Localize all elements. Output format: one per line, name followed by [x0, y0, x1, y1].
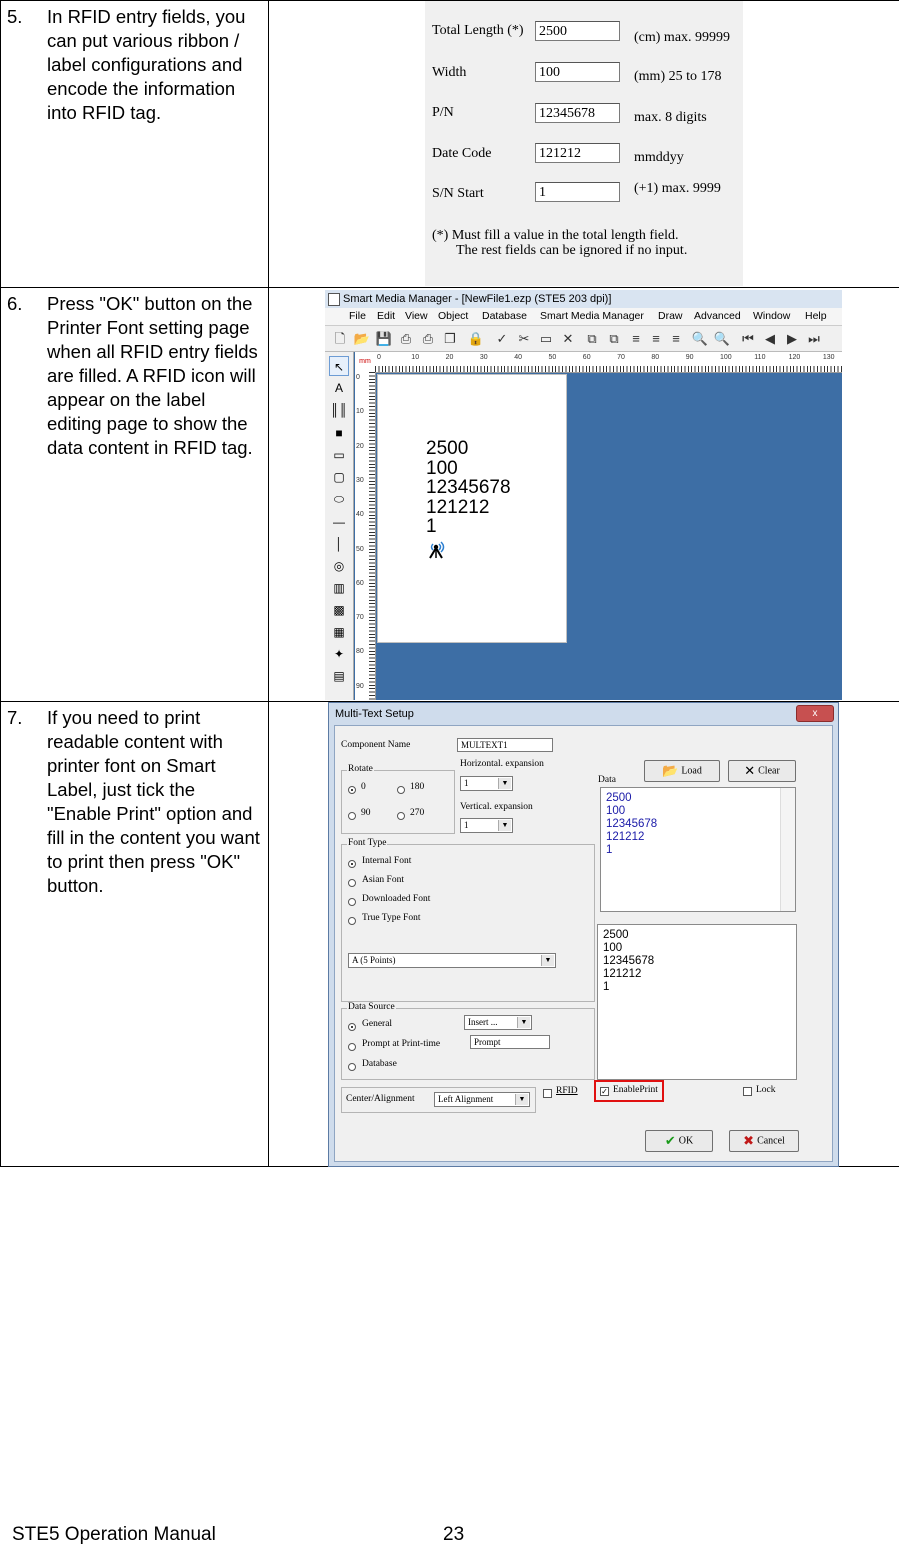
- v-expansion-value: 1: [464, 820, 469, 830]
- prompt-at-print-label: Prompt at Print-time: [362, 1039, 441, 1049]
- rounded-rect-icon[interactable]: ▢: [333, 470, 345, 484]
- prompt-at-print-radio[interactable]: [348, 1043, 356, 1051]
- internal-font-radio[interactable]: [348, 860, 356, 868]
- date-code-label: Date Code: [432, 146, 492, 161]
- cancel-label: Cancel: [757, 1135, 785, 1147]
- screenshot-cell: [269, 1, 899, 288]
- clear-label: Clear: [758, 765, 780, 777]
- h-ruler-tick-label: 40: [514, 354, 522, 361]
- v-ruler-tick-label: 40: [356, 511, 364, 519]
- preview-line: 121212: [603, 968, 642, 980]
- h-ruler-tick-label: 120: [788, 354, 801, 361]
- step-number: 5.: [7, 6, 23, 27]
- data-scrollbar[interactable]: [780, 788, 795, 911]
- dialog-body: [334, 725, 833, 1162]
- h-ruler-tick-label: 90: [685, 354, 694, 361]
- label-text-object[interactable]: [426, 439, 511, 537]
- h-expansion-label: Horizontal. expansion: [460, 759, 544, 769]
- step-text-cell: [1, 1, 269, 288]
- downloaded-font-label: Downloaded Font: [362, 894, 431, 904]
- align-left-icon[interactable]: ≡: [632, 331, 640, 346]
- h-ruler-tick-label: 0: [377, 354, 381, 361]
- rfid-label: RFID: [556, 1086, 578, 1096]
- total-length-hint: (cm) max. 99999: [634, 30, 731, 45]
- zoom-in-icon[interactable]: 🔍: [713, 331, 731, 346]
- downloaded-font-radio[interactable]: [348, 898, 356, 906]
- menu-draw[interactable]: Draw: [658, 310, 683, 322]
- data-source-legend: Data Source: [348, 1002, 395, 1012]
- required-note: (*) Must fill a value in the total length field.: [432, 228, 679, 243]
- menu-database[interactable]: Database: [482, 310, 527, 322]
- close-button[interactable]: x: [796, 705, 834, 722]
- font-type-legend: Font Type: [348, 838, 387, 848]
- menu-bar: [325, 308, 842, 326]
- qrcode-icon[interactable]: ▦: [333, 625, 345, 639]
- h-ruler-tick-label: 110: [754, 354, 766, 361]
- rotate-90-label: 90: [361, 808, 371, 818]
- toolbar: [325, 326, 842, 352]
- multi-text-setup-dialog: [328, 702, 839, 1167]
- label-line: 121212: [426, 496, 490, 518]
- preview-line: 1: [603, 981, 610, 993]
- v-expansion-label: Vertical. expansion: [460, 802, 533, 812]
- clear-button[interactable]: [728, 760, 796, 782]
- menu-window[interactable]: Window: [753, 310, 791, 322]
- h-expansion-value: 1: [464, 778, 469, 788]
- label-canvas[interactable]: [377, 374, 567, 643]
- step-number: 6.: [7, 293, 23, 314]
- chevron-down-icon: ▼: [541, 955, 554, 966]
- cancel-button[interactable]: [729, 1130, 799, 1152]
- true-type-font-label: True Type Font: [362, 913, 421, 923]
- alignment-value: Left Alignment: [438, 1094, 494, 1104]
- align-right-icon[interactable]: ≡: [672, 331, 680, 346]
- cut-icon[interactable]: ✂: [518, 331, 530, 346]
- step-6: [1, 288, 268, 460]
- image-tool-icon[interactable]: ✦: [333, 647, 345, 661]
- text-tool-icon[interactable]: A: [334, 381, 343, 395]
- menu-smart-media-manager[interactable]: Smart Media Manager: [540, 310, 644, 322]
- rectangle-icon[interactable]: ▭: [333, 448, 345, 462]
- pdf417-icon[interactable]: ▥: [333, 581, 345, 595]
- data-source-group: [341, 1002, 595, 1080]
- rotate-group: [341, 764, 455, 834]
- vertical-line-icon[interactable]: │: [335, 537, 343, 551]
- step-text: In RFID entry fields, you can put various ribbon / label configurations and encode the information into RFID tag.: [47, 6, 246, 123]
- label-line: 12345678: [426, 477, 511, 498]
- v-ruler-tick-label: 70: [356, 614, 364, 622]
- v-ruler-tick-label: 10: [356, 408, 364, 416]
- data-line: 2500: [606, 792, 632, 804]
- h-ruler-tick-label: 10: [411, 354, 420, 361]
- datamatrix-icon[interactable]: ▩: [333, 603, 345, 617]
- h-ruler-tick-label: 130: [822, 354, 835, 361]
- window-title: Smart Media Manager - [NewFile1.ezp (STE5 203 dpi)]: [343, 293, 612, 305]
- lock-label: Lock: [756, 1085, 776, 1095]
- menu-object[interactable]: Object: [438, 310, 469, 322]
- width-hint: (mm) 25 to 178: [634, 69, 722, 84]
- checkmark-icon: ✔: [664, 1133, 676, 1148]
- x-icon: ✕: [744, 763, 756, 778]
- horizontal-line-icon[interactable]: —: [333, 515, 345, 529]
- step-row-6: [1, 288, 899, 702]
- chevron-down-icon: ▼: [498, 778, 511, 789]
- new-file-icon[interactable]: 🗋: [334, 331, 346, 346]
- last-page-icon[interactable]: ⏭: [808, 331, 820, 346]
- page-number: 23: [443, 1524, 465, 1545]
- v-ruler-tick-label: 50: [356, 545, 364, 553]
- rotate-180-label: 180: [410, 782, 425, 792]
- ellipse-icon[interactable]: ⬭: [333, 492, 345, 506]
- h-ruler-tick-label: 100: [720, 354, 732, 361]
- h-ruler-tick-label: 50: [548, 354, 557, 361]
- general-label: General: [362, 1019, 393, 1029]
- width-label: Width: [432, 65, 467, 80]
- total-length-label: Total Length (*): [432, 23, 524, 38]
- print-preview-box: [597, 924, 797, 1080]
- v-ruler-tick-label: 80: [356, 648, 364, 656]
- label-line: 100: [426, 457, 458, 479]
- alignment-select[interactable]: [434, 1092, 530, 1107]
- dialog-title: Multi-Text Setup: [335, 708, 414, 720]
- width-field[interactable]: 100: [535, 62, 620, 82]
- asian-font-radio[interactable]: [348, 879, 356, 887]
- barcode-tool-icon[interactable]: ║║: [330, 403, 348, 417]
- drawing-toolbox: [325, 352, 354, 700]
- alignment-group: [341, 1087, 536, 1113]
- step-text: Press "OK" button on the Printer Font setting page when all RFID entry fields are filled. A RFID icon will appear on the label editing page to show the data content in RFID tag.: [47, 293, 258, 458]
- menu-edit[interactable]: Edit: [377, 310, 396, 322]
- font-size-select[interactable]: [348, 953, 556, 968]
- step-text: If you need to print readable content with printer font on Smart Label, just tick the "Enable Print" option and fill in the content you want to print then press "OK" button.: [47, 707, 260, 896]
- rotate-90-radio[interactable]: [348, 812, 356, 820]
- h-ruler-tick-label: 30: [479, 354, 488, 361]
- insert-value: Insert ...: [468, 1017, 498, 1027]
- asian-font-label: Asian Font: [362, 875, 404, 885]
- smart-media-manager-window: [325, 290, 842, 700]
- general-radio[interactable]: [348, 1023, 356, 1031]
- v-expansion-select[interactable]: [460, 818, 513, 833]
- h-ruler-tick-label: 20: [445, 354, 454, 361]
- undo-icon[interactable]: ✓: [496, 331, 508, 346]
- rotate-270-label: 270: [410, 808, 425, 818]
- menu-view[interactable]: View: [405, 310, 428, 322]
- rotate-0-radio[interactable]: [348, 786, 356, 794]
- v-ruler-tick-label: 20: [356, 442, 364, 450]
- v-ruler-tick-label: 0: [356, 374, 360, 381]
- menu-advanced[interactable]: Advanced: [694, 310, 741, 322]
- print-icon[interactable]: ⎙: [400, 331, 412, 346]
- pn-field[interactable]: 12345678: [535, 103, 620, 123]
- total-length-field[interactable]: 2500: [535, 21, 620, 41]
- step-7: [1, 702, 268, 898]
- x-icon: ✖: [743, 1133, 755, 1148]
- rfid-entry-panel: [425, 1, 743, 286]
- component-name-label: Component Name: [341, 740, 411, 750]
- manual-title: STE5 Operation Manual: [12, 1524, 216, 1545]
- folder-icon: 📂: [662, 763, 679, 778]
- print-preview-icon[interactable]: ⎙: [422, 331, 434, 346]
- pn-hint: max. 8 digits: [634, 110, 707, 125]
- first-page-icon[interactable]: ⏮: [742, 331, 754, 346]
- app-icon: [328, 293, 340, 306]
- align-center-icon[interactable]: ≡: [652, 331, 660, 346]
- optional-note: The rest fields can be ignored if no input.: [456, 243, 688, 258]
- rotate-270-radio[interactable]: [397, 812, 405, 820]
- screenshot-cell: [269, 702, 899, 1167]
- ruler-unit: mm: [355, 352, 376, 373]
- group-icon[interactable]: ⧉: [587, 331, 597, 346]
- data-line: 1: [606, 844, 613, 856]
- ok-button[interactable]: [645, 1130, 713, 1152]
- font-type-group: [341, 838, 595, 1002]
- enable-print-checkbox[interactable]: ✓: [601, 1087, 608, 1096]
- step-row-5: [1, 1, 899, 288]
- window-title-bar: [325, 290, 842, 308]
- alignment-label: Center/Alignment: [346, 1094, 415, 1104]
- zoom-out-icon[interactable]: 🔍: [691, 331, 709, 346]
- component-name-field[interactable]: MULTEXT1: [457, 738, 553, 752]
- pn-label: P/N: [432, 105, 454, 120]
- load-label: Load: [681, 765, 702, 777]
- sn-start-label: S/N Start: [432, 186, 484, 201]
- h-expansion-select[interactable]: [460, 776, 513, 791]
- database-label: Database: [362, 1059, 397, 1069]
- open-folder-icon[interactable]: 📂: [353, 331, 371, 346]
- v-ruler-tick-label: 60: [356, 579, 364, 587]
- preview-line: 100: [603, 942, 623, 954]
- sn-start-hint: (+1) max. 9999: [634, 181, 721, 196]
- step-text-cell: [1, 288, 269, 702]
- preview-line: 12345678: [603, 955, 655, 967]
- prev-page-icon[interactable]: ◀: [765, 331, 775, 346]
- sn-start-field[interactable]: 1: [535, 182, 620, 202]
- label-line: 2500: [426, 438, 469, 459]
- copy-icon[interactable]: ❐: [444, 331, 456, 346]
- ungroup-icon[interactable]: ⧉: [609, 331, 619, 346]
- preview-lines: [603, 929, 654, 994]
- rotate-0-label: 0: [361, 782, 366, 792]
- rfid-icon[interactable]: [426, 538, 448, 560]
- screenshot-cell: [269, 288, 899, 702]
- menu-help[interactable]: Help: [805, 310, 827, 322]
- h-ruler-tick-label: 80: [651, 354, 660, 361]
- chevron-down-icon: ▼: [517, 1017, 530, 1028]
- data-textarea[interactable]: [600, 787, 796, 912]
- font-size-value: A (5 Points): [352, 955, 396, 965]
- filled-rect-icon[interactable]: ■: [335, 426, 343, 440]
- rotate-legend: Rotate: [348, 764, 373, 774]
- h-ruler-tick-label: 60: [582, 354, 591, 361]
- preview-line: 2500: [603, 929, 629, 941]
- v-ruler-tick-label: 90: [356, 682, 364, 690]
- data-label: Data: [598, 775, 616, 785]
- chevron-down-icon: ▼: [498, 820, 511, 831]
- chevron-down-icon: ▼: [515, 1094, 528, 1105]
- enable-print-label: EnablePrint: [613, 1085, 658, 1095]
- lock-icon[interactable]: 🔒: [467, 331, 485, 346]
- delete-icon[interactable]: ✕: [562, 331, 574, 346]
- step-number: 7.: [7, 707, 23, 728]
- next-page-icon[interactable]: ▶: [787, 331, 797, 346]
- step-5: [1, 1, 268, 125]
- true-type-font-radio[interactable]: [348, 917, 356, 925]
- label-line: 1: [426, 516, 437, 537]
- data-line: 100: [606, 805, 626, 817]
- rfid-text-tool-icon[interactable]: ▤: [333, 669, 345, 683]
- data-lines: [606, 792, 657, 857]
- save-icon[interactable]: 💾: [375, 331, 393, 346]
- rfid-checkbox[interactable]: [543, 1089, 552, 1098]
- data-line: 12345678: [606, 818, 658, 830]
- date-code-field[interactable]: 121212: [535, 143, 620, 163]
- paste-icon[interactable]: ▭: [539, 331, 553, 346]
- maxicode-icon[interactable]: ◎: [333, 559, 345, 573]
- database-radio[interactable]: [348, 1063, 356, 1071]
- ok-label: OK: [678, 1135, 694, 1147]
- dialog-title-bar: [329, 703, 838, 725]
- date-code-hint: mmddyy: [634, 150, 684, 165]
- step-text-cell: [1, 702, 269, 1167]
- h-ruler-tick-label: 70: [617, 354, 625, 361]
- load-button[interactable]: [644, 760, 720, 782]
- insert-select[interactable]: [464, 1015, 532, 1030]
- prompt-field[interactable]: Prompt: [470, 1035, 550, 1049]
- lock-checkbox[interactable]: [743, 1087, 752, 1096]
- rotate-180-radio[interactable]: [397, 786, 405, 794]
- select-arrow-icon[interactable]: ↖: [329, 356, 349, 376]
- menu-file[interactable]: File: [349, 310, 366, 322]
- data-line: 121212: [606, 831, 645, 843]
- step-row-7: [1, 702, 899, 1167]
- v-ruler-tick-label: 30: [356, 476, 364, 484]
- internal-font-label: Internal Font: [362, 856, 412, 866]
